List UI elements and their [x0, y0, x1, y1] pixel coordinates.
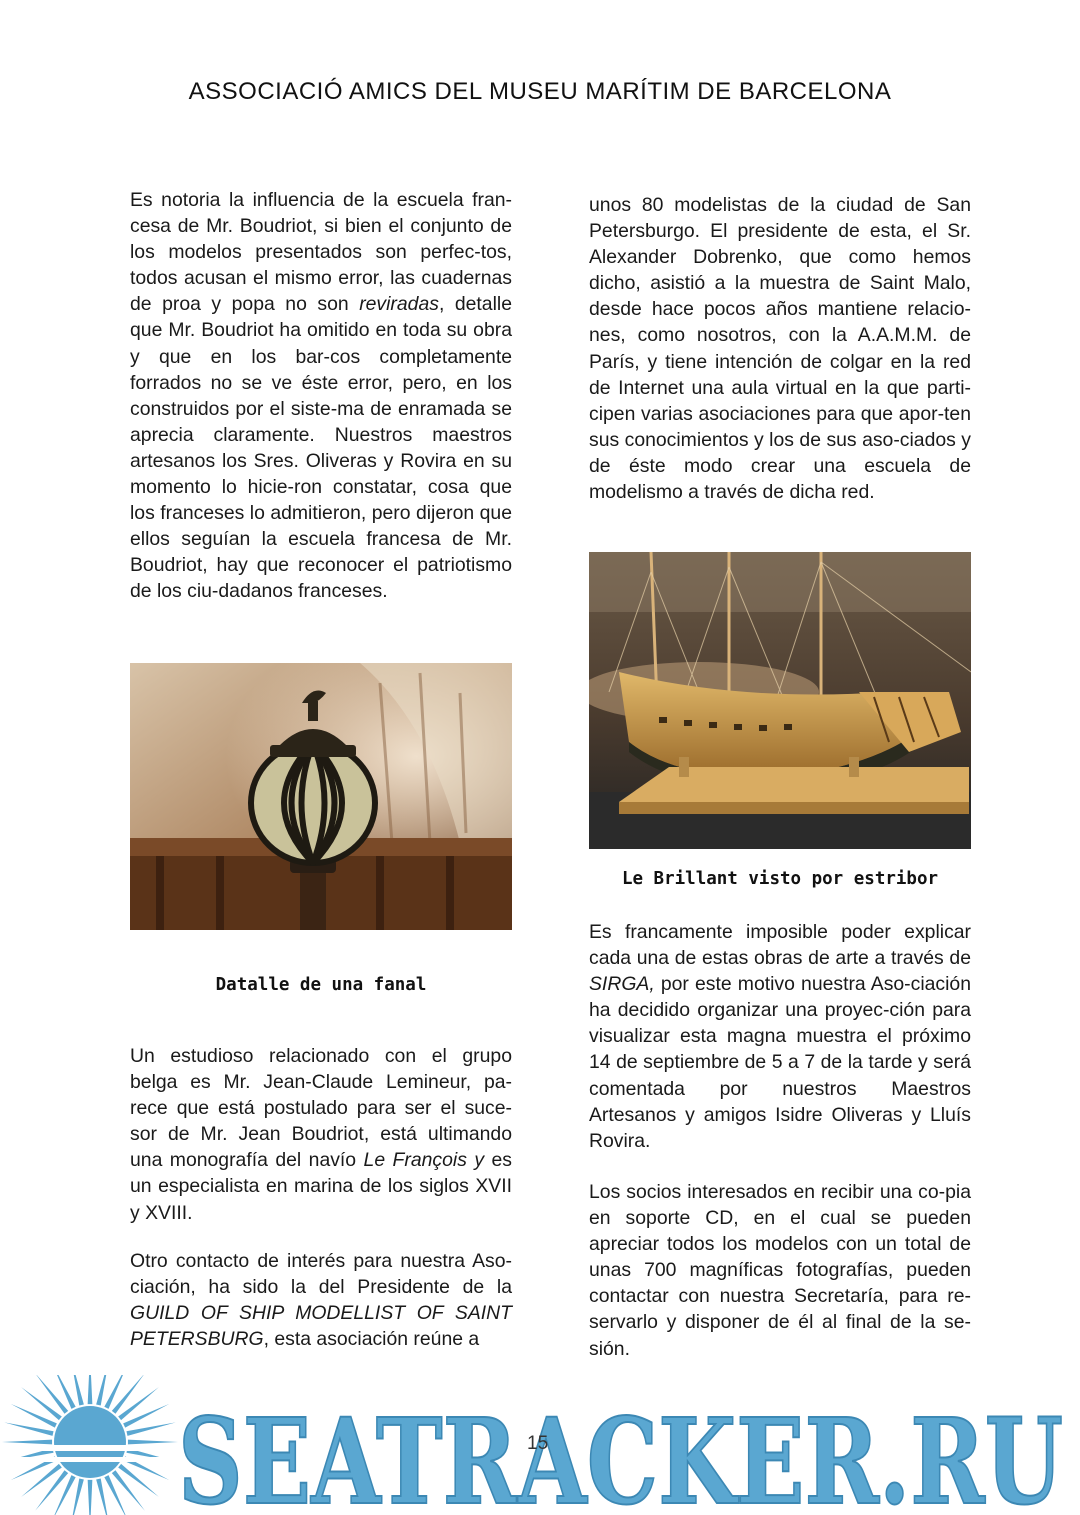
lantern-photo: [130, 663, 512, 930]
paragraph-guild-contact: [130, 1248, 512, 1352]
sun-ray: [112, 1375, 145, 1414]
text-emphasis: SIRGA,: [589, 973, 655, 996]
text-run: , esta asociación reúne a: [263, 1328, 480, 1351]
paragraph-projection: [589, 919, 971, 1154]
text-run: Es francamente imposible poder explicar cada una de estas obras de arte a través de: [589, 921, 971, 970]
sun-ray: [104, 1375, 128, 1409]
sun-ray: [88, 1480, 93, 1515]
text-run: Otro contacto de interés para nuestra Aso-ciación, ha sido la del Presidente de la: [130, 1250, 512, 1299]
paragraph-cd-copy: Los socios interesados en recibir una co-pia en soporte CD, en el cual se pueden apreciar todos los modelos con un total de unas 700 magníficas fotografías, pueden contactar con nuestra Secretaría, para re-servarlo y disponer de él al final de la se-sión.: [589, 1181, 971, 1360]
sun-ray: [123, 1404, 169, 1428]
sun-ray: [70, 1478, 83, 1515]
sun-ray: [118, 1387, 159, 1420]
sun-ray: [112, 1470, 145, 1511]
sun-ray: [21, 1387, 62, 1420]
ship-model-photo: [589, 552, 971, 849]
sun-ray: [35, 1470, 68, 1511]
text-run: , detalle que Mr. Boudriot ha omitido en toda su obra y que en los bar-cos completamente forrados no se ve éste error, pero, en los construidos por el siste-ma de enramada se aprecia claramente. Nuestros maestros artesanos los Sres. Oliveras y Rovira en su momento lo hicie-ron constatar, cosa que los franceses lo admitieron, pero dijeron que ellos seguían la escuela francesa de Mr. Boudriot, hay que reconocer el patriotismo de los ciu-dadanos franceses.: [130, 293, 512, 603]
sun-ray: [128, 1440, 178, 1445]
ship-model-photo-caption: Le Brillant visto por estribor: [621, 869, 939, 889]
left-column-paragraph-2: [130, 1043, 512, 1226]
text-emphasis: reviradas: [359, 293, 439, 316]
sun-ray: [35, 1375, 68, 1414]
sun-ray: [11, 1404, 57, 1428]
text-run: Un estudioso relacionado con el grupo belga es Mr. Jean-Claude Lemineur, pa-rece que está postulado para ser el suce-sor de Mr. Jean Boudriot, está ultimando una monografía del navío: [130, 1045, 512, 1172]
sun-ray: [4, 1422, 53, 1435]
left-column-paragraph-1: [130, 187, 512, 605]
text-run: Es notoria la influencia de la escuela fran-cesa de Mr. Boudriot, si bien el conjunto de los modelos presentados son perfec-tos, todos acusan el mismo error, las cuadernas de proa y popa no son: [130, 189, 512, 316]
left-column-paragraph-3: [130, 1248, 512, 1352]
sun-ray: [52, 1475, 76, 1515]
sun-ray: [96, 1478, 109, 1515]
sun-ray: [21, 1464, 62, 1497]
right-column-paragraph-1: [589, 192, 971, 505]
sun-ray: [2, 1440, 52, 1445]
paragraph-lemineur: [130, 1043, 512, 1226]
watermark-text: SEATRACKER.RU: [178, 1392, 1063, 1515]
sun-ray: [88, 1375, 93, 1404]
sun-ray: [52, 1375, 76, 1409]
right-column-paragraph-3: [589, 1179, 971, 1362]
page-number: 15: [527, 1433, 549, 1454]
text-emphasis: Le François y: [363, 1149, 485, 1172]
sun-ray: [126, 1422, 175, 1435]
sun-ray: [118, 1464, 159, 1497]
lantern-photo-caption: Datalle de una fanal: [215, 975, 427, 995]
page-header-title: ASSOCIACIÓ AMICS DEL MUSEU MARÍTIM DE BARCELONA: [188, 78, 892, 105]
text-emphasis: GUILD OF SHIP MODELLIST OF SAINT PETERSBURG: [130, 1302, 512, 1351]
paragraph-boudriot-influence: [130, 187, 512, 605]
text-run: es un especialista en marina de los siglos XVII y XVIII.: [130, 1149, 512, 1224]
paragraph-saint-petersburg: unos 80 modelistas de la ciudad de San Petersburgo. El presidente de esta, el Sr. Alexander Dobrenko, que como hemos dicho, asistió a la muestra de Saint Malo, desde hace pocos años mantiene relacio-nes, como nosotros, con la A.A.M.M. de París, y tiene intención de colgar en la red de Internet una aula virtual en la que parti-cipen varias asociaciones para que apor-ten sus conocimientos y los de sus aso-ciados y de éste modo crear una escuela de modelismo a través de dicha red.: [589, 194, 971, 504]
right-column-paragraph-2: [589, 919, 971, 1154]
sun-ray: [104, 1475, 128, 1515]
text-run: por este motivo nuestra Aso-ciación ha decidido organizar una proyec-ción para visualizar esta magna muestra el próximo 14 de septiembre de 5 a 7 de la tarde y será comentada por nuestros Maestros Artesanos y amigos Isidre Oliveras y Lluís Rovira.: [589, 973, 971, 1152]
